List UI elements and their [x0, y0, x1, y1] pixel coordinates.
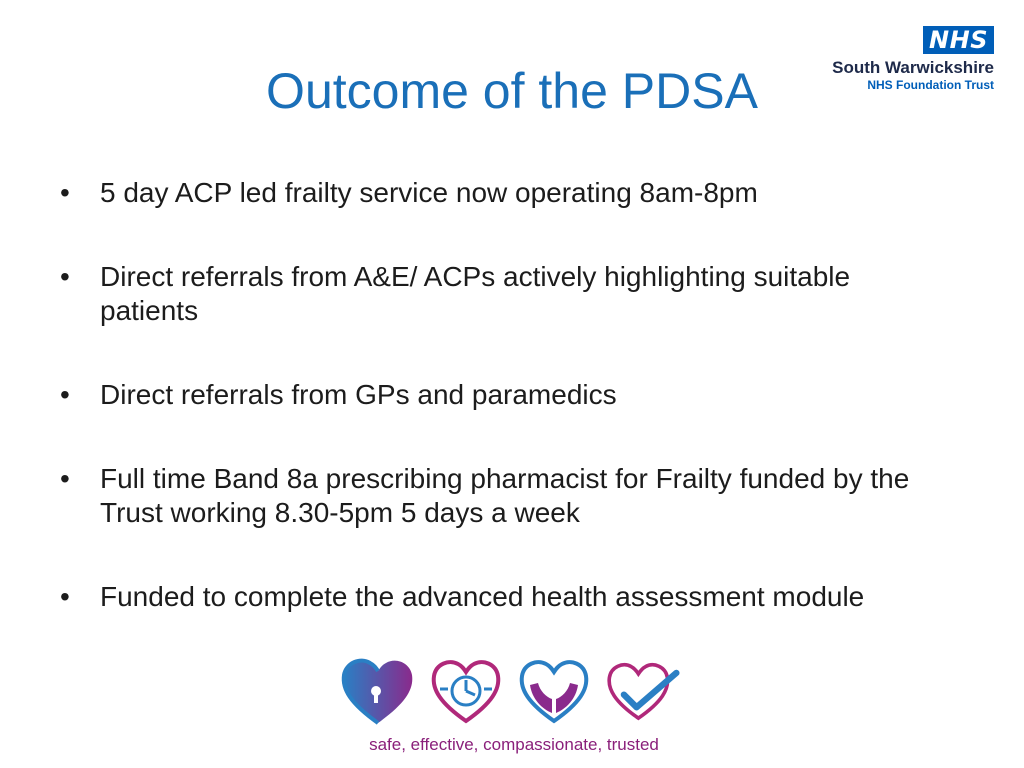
nhs-badge: NHS — [923, 26, 994, 54]
bullet-marker: • — [60, 581, 70, 612]
bullet-marker: • — [60, 379, 70, 410]
bullet-text: Funded to complete the advanced health assessment module — [100, 581, 865, 612]
bullet-item — [60, 580, 970, 614]
bullet-text: Full time Band 8a prescribing pharmacist for Frailty funded by the Trust working 8.30-5pm 5 days a week — [100, 463, 910, 528]
heart-lock-icon — [340, 655, 416, 727]
heart-tick-icon — [604, 655, 680, 727]
slide-title: Outcome of the PDSA — [266, 63, 758, 119]
bullet-text: Direct referrals from A&E/ ACPs actively highlighting suitable patients — [100, 261, 851, 326]
values-tagline: safe, effective, compassionate, trusted — [369, 735, 659, 754]
nhs-trust-logo — [804, 26, 994, 92]
bullet-marker: • — [60, 177, 70, 208]
organisation-name: South Warwickshire — [832, 58, 994, 77]
heart-hands-icon — [516, 655, 592, 727]
bullet-marker: • — [60, 463, 70, 494]
bullet-text: 5 day ACP led frailty service now operating 8am-8pm — [100, 177, 758, 208]
organisation-subtitle: NHS Foundation Trust — [867, 78, 994, 92]
values-icons — [340, 655, 688, 735]
bullet-marker: • — [60, 261, 70, 292]
bullet-text: Direct referrals from GPs and paramedics — [100, 379, 617, 410]
bullet-item — [60, 260, 970, 328]
bullet-item — [60, 176, 970, 210]
bullet-item — [60, 462, 970, 530]
bullet-item — [60, 378, 970, 412]
heart-clock-icon — [428, 655, 504, 727]
bullet-list — [60, 176, 970, 664]
